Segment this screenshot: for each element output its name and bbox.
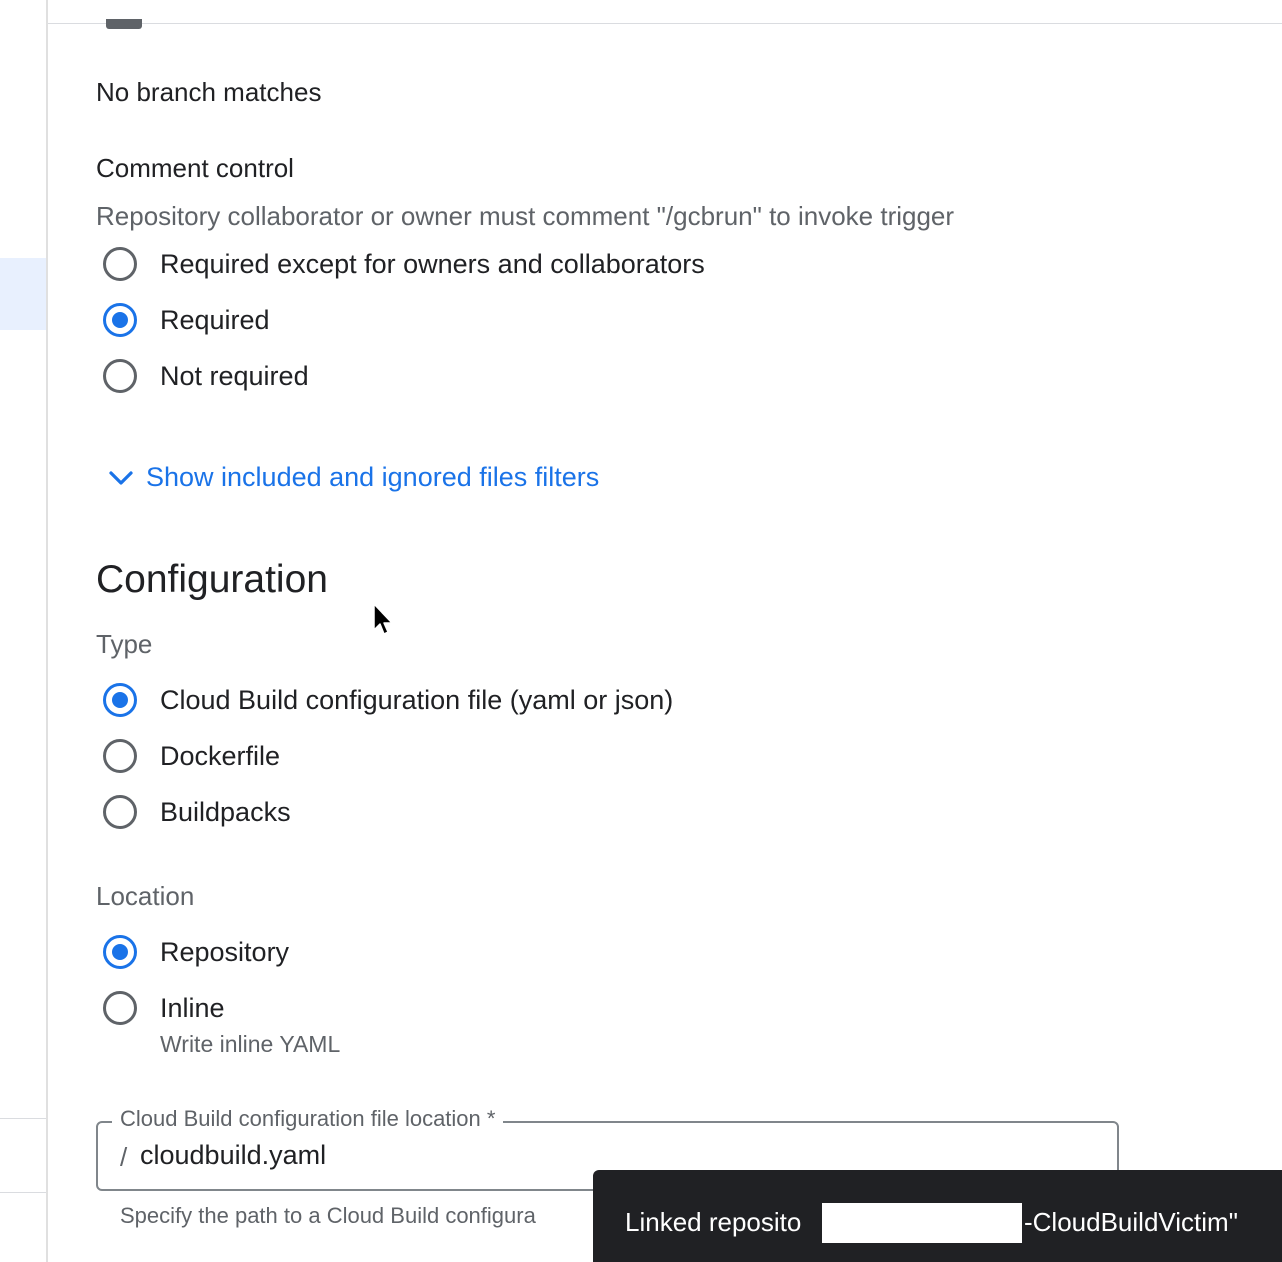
- type-label: Type: [96, 629, 153, 659]
- radio-repository[interactable]: [103, 930, 289, 974]
- rail-divider: [0, 1192, 46, 1193]
- chevron-down-icon: [106, 463, 136, 493]
- path-prefix: /: [120, 1142, 128, 1172]
- no-branch-matches-text: No branch matches: [96, 77, 322, 107]
- redacted-block: [822, 1203, 1022, 1243]
- radio-cloud-build-config-file[interactable]: [103, 678, 673, 722]
- radio-label: Required: [160, 304, 270, 335]
- comment-control-description: Repository collaborator or owner must comment "/gcbrun" to invoke trigger: [96, 201, 955, 231]
- radio-not-required[interactable]: [103, 354, 309, 398]
- snackbar-text-end: -CloudBuildVictim": [1024, 1207, 1238, 1237]
- config-file-location-helper: Specify the path to a Cloud Build configura: [120, 1203, 536, 1228]
- radio-circle[interactable]: [103, 247, 137, 281]
- radio-label: Required except for owners and collaborators: [160, 248, 705, 279]
- location-label: Location: [96, 881, 195, 911]
- mouse-pointer-icon: [372, 602, 396, 638]
- radio-circle-selected[interactable]: [103, 303, 137, 337]
- show-file-filters-toggle[interactable]: [106, 462, 599, 493]
- rail-divider: [0, 1118, 46, 1119]
- radio-buildpacks[interactable]: [103, 790, 291, 834]
- configuration-heading: Configuration: [96, 558, 328, 601]
- section-divider: [48, 23, 1282, 24]
- radio-circle-selected[interactable]: [103, 683, 137, 717]
- snackbar-text-start: Linked reposito: [625, 1207, 802, 1237]
- radio-circle[interactable]: [103, 795, 137, 829]
- nav-item-active-highlight[interactable]: [0, 258, 46, 330]
- radio-dockerfile[interactable]: [103, 734, 280, 778]
- inline-hint: Write inline YAML: [160, 1031, 341, 1057]
- radio-label: Dockerfile: [160, 740, 281, 771]
- radio-label: Repository: [160, 936, 290, 967]
- show-file-filters-label: Show included and ignored files filters: [146, 462, 600, 492]
- radio-label: Inline: [160, 992, 225, 1023]
- radio-circle[interactable]: [103, 739, 137, 773]
- config-file-location-input[interactable]: [140, 1137, 1040, 1173]
- radio-label: Buildpacks: [160, 796, 291, 827]
- radio-circle[interactable]: [103, 991, 137, 1025]
- comment-control-title: Comment control: [96, 153, 294, 183]
- left-nav-rail: [0, 0, 48, 1262]
- radio-required-except-owners[interactable]: [103, 242, 705, 286]
- config-file-location-label: Cloud Build configuration file location *: [112, 1106, 503, 1132]
- radio-circle-selected[interactable]: [103, 935, 137, 969]
- radio-circle[interactable]: [103, 359, 137, 393]
- radio-inline[interactable]: [103, 986, 225, 1030]
- radio-label: Not required: [160, 360, 309, 391]
- radio-label: Cloud Build configuration file (yaml or json): [160, 684, 674, 715]
- snackbar-notification: [593, 1170, 1282, 1262]
- radio-required[interactable]: [103, 298, 270, 342]
- partially-visible-control: [106, 19, 142, 29]
